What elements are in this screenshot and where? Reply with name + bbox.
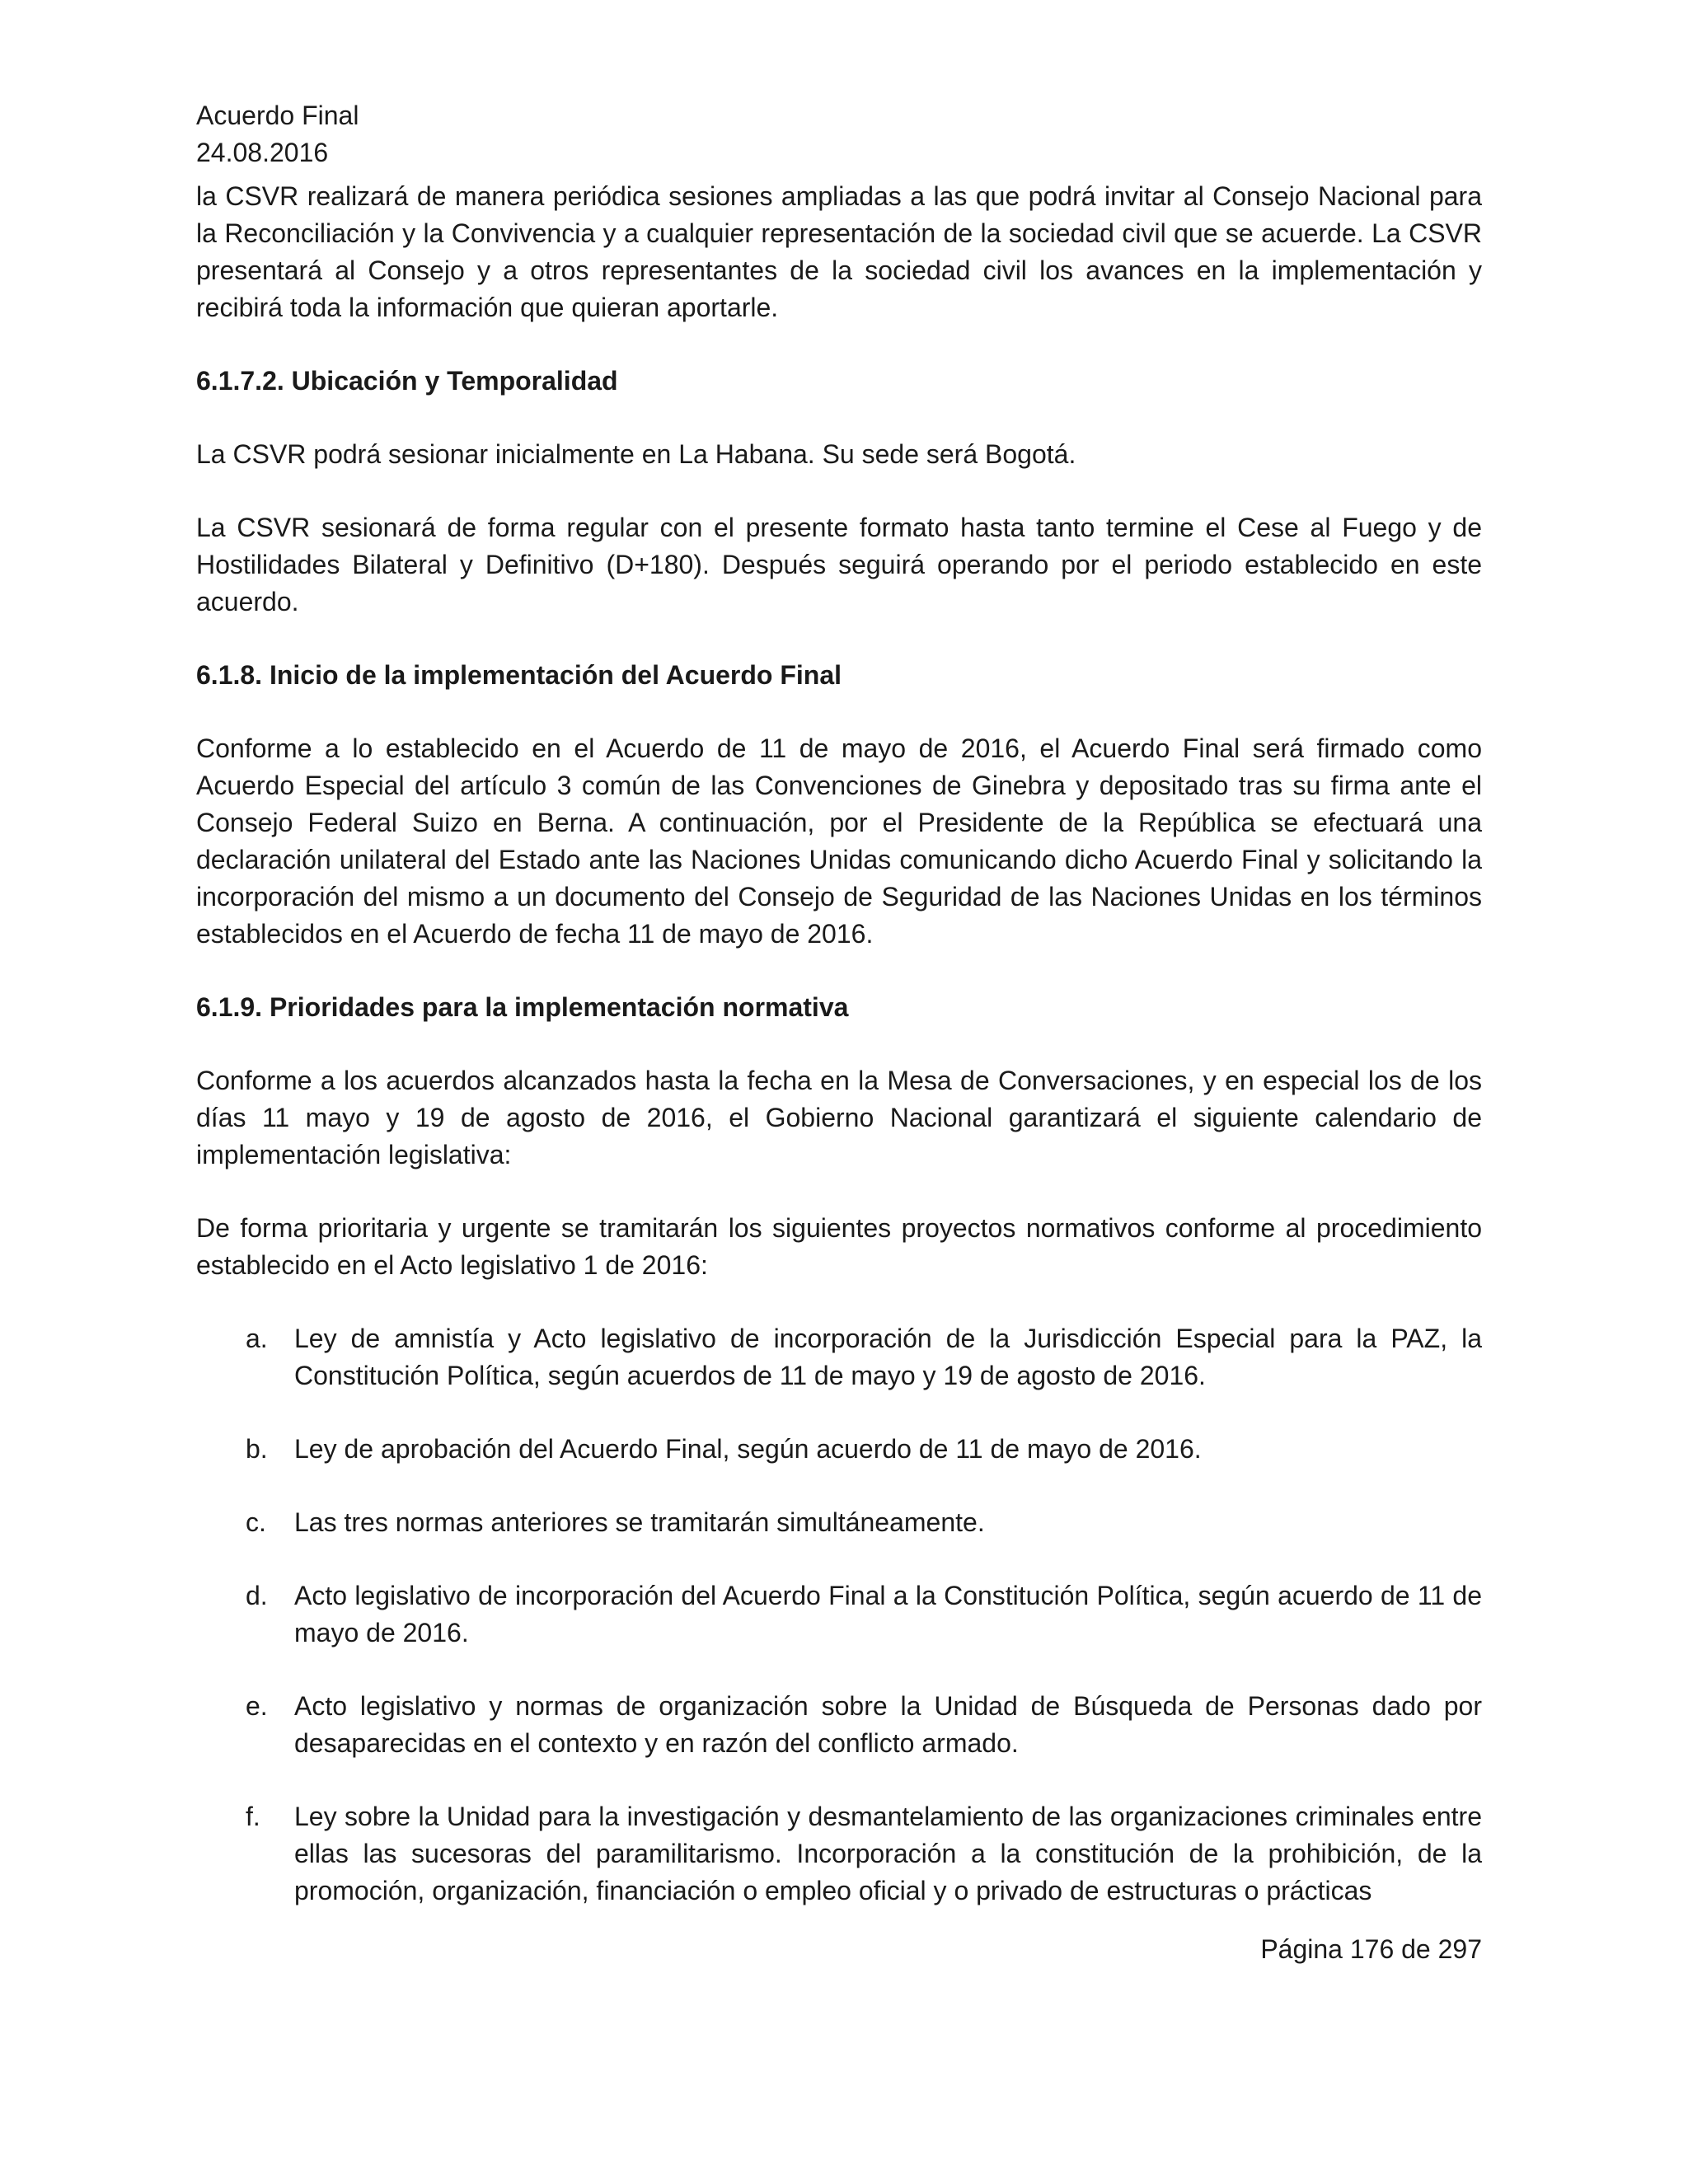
paragraph-priority: De forma prioritaria y urgente se tramitarán los siguientes proyectos normativos conforme al procedimiento establecido en el Acto legislativo 1 de 2016: [196, 1213, 1482, 1280]
list-marker: f. [246, 1802, 260, 1831]
list-marker: b. [246, 1434, 268, 1464]
list-item-text: Ley de aprobación del Acuerdo Final, según acuerdo de 11 de mayo de 2016. [294, 1434, 1202, 1464]
priority-list [196, 1320, 1482, 1910]
list-item-text: Ley de amnistía y Acto legislativo de incorporación de la Jurisdicción Especial para la PAZ, la Constitución Política, según acuerdos de 11 de mayo y 19 de agosto de 2016. [294, 1324, 1482, 1390]
list-marker: e. [246, 1691, 268, 1721]
list-item [196, 1688, 1482, 1762]
list-item-text: Las tres normas anteriores se tramitarán simultáneamente. [294, 1507, 985, 1537]
list-item [196, 1504, 1482, 1541]
list-item [196, 1798, 1482, 1910]
paragraph-implementation-start: Conforme a lo establecido en el Acuerdo de 11 de mayo de 2016, el Acuerdo Final será firmado como Acuerdo Especial del artículo 3 común de las Convenciones de Ginebra y depositado tras su firma ante el Consejo Federal Suizo en Berna. A continuación, por el Presidente de la República se efectuará una declaración unilateral del Estado ante las Naciones Unidas comunicando dicho Acuerdo Final y solicitando la incorporación del mismo a un documento del Consejo de Seguridad de las Naciones Unidas en los términos establecidos en el Acuerdo de fecha 11 de mayo de 2016. [196, 733, 1482, 949]
document-date: 24.08.2016 [196, 138, 329, 167]
list-item [196, 1431, 1482, 1468]
page-number: Página 176 de 297 [1260, 1934, 1482, 1964]
list-item [196, 1320, 1482, 1394]
list-item-text: Acto legislativo y normas de organización sobre la Unidad de Búsqueda de Personas dado por desaparecidas en el contexto y en razón del conflicto armado. [294, 1691, 1482, 1758]
list-marker: a. [246, 1324, 268, 1353]
list-item-text: Ley sobre la Unidad para la investigación y desmantelamiento de las organizaciones criminales entre ellas las sucesoras del paramilitarismo. Incorporación a la constitución de la prohibición, de la promoción, organización, financiación o empleo oficial y o privado de estructuras o prácticas [294, 1802, 1482, 1905]
list-marker: c. [246, 1507, 266, 1537]
paragraph-calendar: Conforme a los acuerdos alcanzados hasta la fecha en la Mesa de Conversaciones, y en especial los de los días 11 mayo y 19 de agosto de 2016, el Gobierno Nacional garantizará el siguiente calendario de implementación legislativa: [196, 1066, 1482, 1169]
section-heading-619: 6.1.9. Prioridades para la implementación normativa [196, 992, 849, 1022]
list-item-text: Acto legislativo de incorporación del Acuerdo Final a la Constitución Política, según acuerdo de 11 de mayo de 2016. [294, 1581, 1482, 1647]
section-heading-6172: 6.1.7.2. Ubicación y Temporalidad [196, 366, 618, 396]
document-page [196, 97, 1482, 1910]
paragraph-temporality: La CSVR sesionará de forma regular con el presente formato hasta tanto termine el Cese al Fuego y de Hostilidades Bilateral y Definitivo (D+180). Después seguirá operando por el periodo establecido en este acuerdo. [196, 513, 1482, 616]
list-marker: d. [246, 1581, 268, 1610]
document-title: Acuerdo Final [196, 101, 359, 130]
section-heading-618: 6.1.8. Inicio de la implementación del Acuerdo Final [196, 660, 842, 690]
paragraph-location: La CSVR podrá sesionar inicialmente en La Habana. Su sede será Bogotá. [196, 439, 1076, 469]
list-item [196, 1577, 1482, 1652]
intro-paragraph: la CSVR realizará de manera periódica sesiones ampliadas a las que podrá invitar al Consejo Nacional para la Reconciliación y la Convivencia y a cualquier representación de la sociedad civil que se acuerde. La CSVR presentará al Consejo y a otros representantes de la sociedad civil los avances en la implementación y recibirá toda la información que quieran aportarle. [196, 181, 1482, 322]
